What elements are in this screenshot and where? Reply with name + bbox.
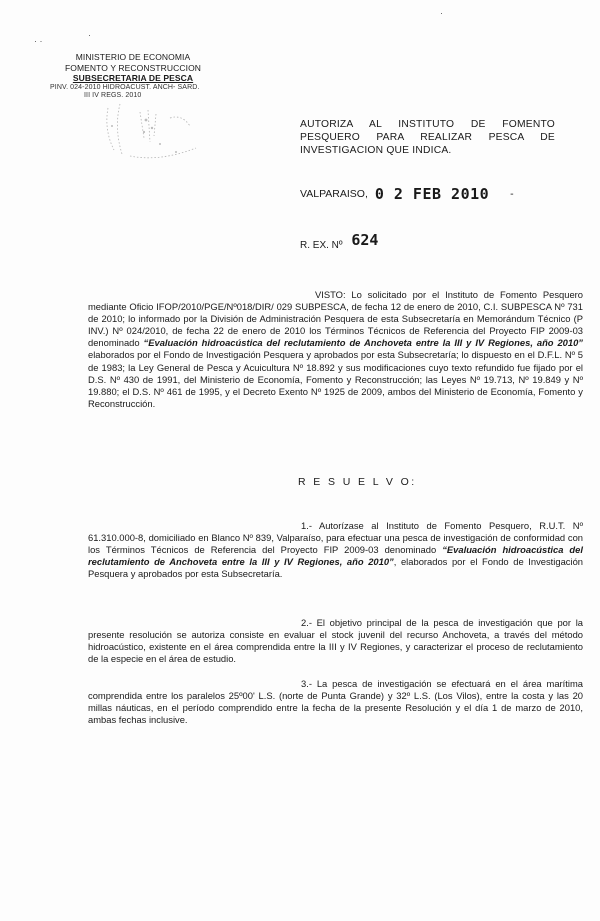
place-and-date — [300, 183, 560, 201]
visto-text-rest: elaborados por el Fondo de Investigación Pesquera y aprobados por esta Subsecretaría; lo dispuesto en el D.F.L. Nº 5 de 1983; la Ley General de Pesca y Acuicultura Nº 18.892 y sus modificaciones cuyo texto refundido fue fijado por el D.S. Nº 430 de 1991, del Ministerio de Economía, Fomento y Reconstrucción; las Leyes Nº 19.713, Nº 19.849 y Nº 19.880; el D.S. Nº 461 de 1995, y el Decreto Exento Nº 1925 de 2009, ambos del Ministerio de Economía, Fomento y Reconstrucción. — [88, 349, 583, 409]
visto-text: VISTO: Lo solicitado por el Instituto de Fomento Pesquero mediante Oficio IFOP/2010/PGE/Nº018/DIR/ 029 SUBPESCA, de fecha 12 de enero de 2010, C.I. SUBPESCA Nº 731 de 2010; lo informado por la División de Administración Pesquera de esta Subsecretaría en Memorándum Técnico (P INV.) Nº 024/2010, de fecha 22 de enero de 2010 los Términos Técnicos de Referencia del Proyecto FIP 2009-03 denominado — [88, 289, 583, 349]
resolution-clause-3 — [88, 678, 583, 726]
scan-speck: · — [88, 30, 91, 40]
resolution-number-label: R. EX. Nº — [300, 240, 343, 251]
place: VALPARAISO, — [300, 188, 368, 200]
file-reference-regions: III IV REGS. 2010 — [84, 92, 142, 99]
date-stamp: 0 2 FEB 2010 — [374, 185, 490, 203]
clause-2-text: 2.- El objetivo principal de la pesca de investigación que por la presente resolución se autoriza consiste en evaluar el stock juvenil del recurso Anchoveta, a través del método hidroacústico, existente en el área comprendida entre la III y IV Regiones, y caracterizar el proceso de reclutamiento de la especie en el área de estudio. — [88, 617, 583, 665]
clause-1-project-title: “Evaluación hidroacústica del reclutamiento de Anchoveta entre la III y IV Regiones, año 2010” — [88, 544, 583, 568]
visto-paragraph — [88, 289, 583, 410]
resolution-subject: AUTORIZA AL INSTITUTO DE FOMENTO PESQUERO PARA REALIZAR PESCA DE INVESTIGACION QUE INDICA. — [300, 119, 555, 156]
ministry-name: MINISTERIO DE ECONOMIA — [75, 52, 191, 62]
resolution-number — [300, 231, 379, 252]
file-reference: PINV. 024-2010 HIDROACUST. ANCH- SARD. — [50, 83, 200, 91]
resolution-number-value: 624 — [351, 231, 379, 249]
clause-3-text: 3.- La pesca de investigación se efectuará en el área marítima comprendida entre los paralelos 25º00' L.S. (norte de Punta Grande) y 32º L.S. (Los Vilos), entre la costa y las 20 millas náuticas, en el período comprendido entre la fecha de la presente Resolución y el día 1 de marzo de 2010, ambas fechas inclusive. — [88, 678, 583, 726]
undersecretariat-name: SUBSECRETARIA DE PESCA — [72, 73, 194, 83]
official-stamp-icon — [100, 98, 210, 162]
ministry-subtitle: FOMENTO Y RECONSTRUCCION — [64, 62, 202, 73]
scan-speck: · · — [34, 36, 43, 46]
resolution-clause-1 — [88, 520, 583, 580]
clause-1-text: 1.- Autorízase al Instituto de Fomento Pesquero, R.U.T. Nº 61.310.000-8, domiciliado en Blanco Nº 839, Valparaíso, para efectuar una pesca de investigación de conformidad con los Términos Técnicos de Referencia del Proyecto FIP 2009-03 denominado — [88, 520, 583, 556]
clause-1-text-rest: , elaborados por el Fondo de Investigación Pesquera y aprobados por esta Subsecretaría. — [88, 556, 583, 580]
resuelvo-heading: R E S U E L V O: — [298, 476, 417, 488]
resolution-clause-2 — [88, 617, 583, 665]
dash-mark: - — [510, 188, 514, 200]
scan-speck: · — [440, 8, 443, 18]
letterhead — [48, 52, 218, 101]
visto-project-title: “Evaluación hidroacústica del reclutamiento de Anchoveta entre la III y IV Regiones, año 2010” — [143, 337, 583, 349]
